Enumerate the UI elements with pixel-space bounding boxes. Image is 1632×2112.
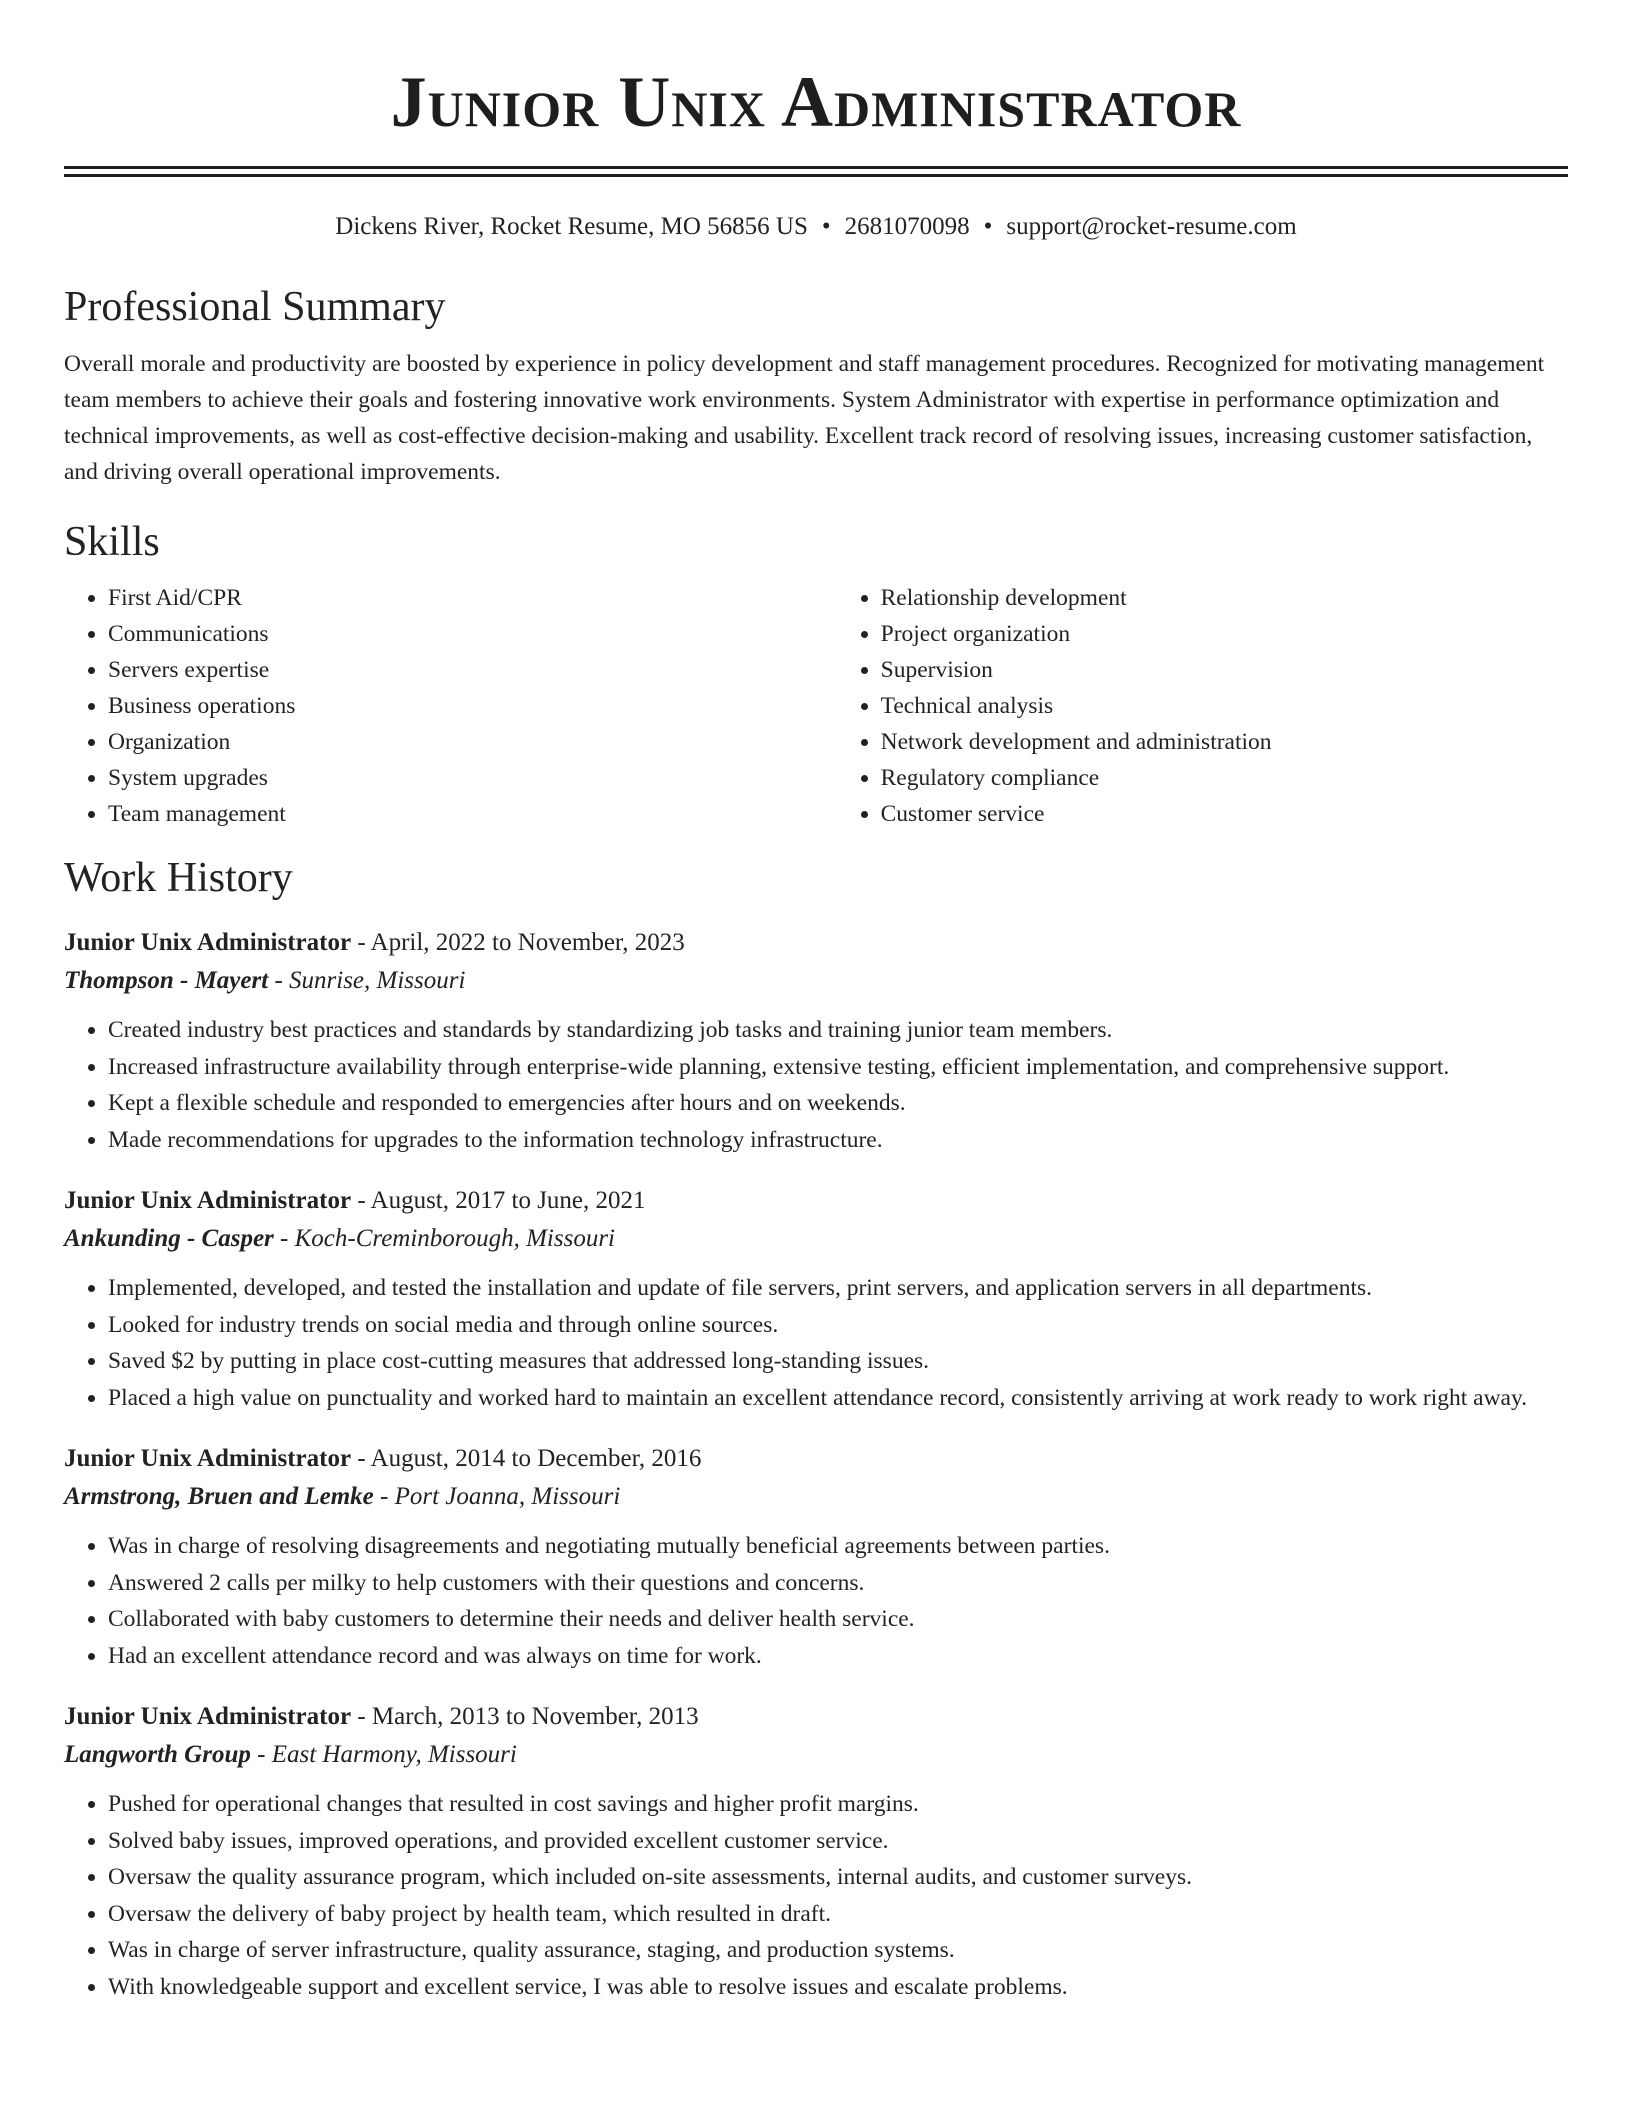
job-company: Armstrong, Bruen and Lemke <box>64 1483 374 1510</box>
job-company-line <box>64 1220 1568 1258</box>
skills-heading: Skills <box>64 519 160 565</box>
job-bullet: • Collaborated with baby customers to determine their needs and deliver health service. <box>108 1601 1568 1638</box>
job-bullet: • Increased infrastructure availability through enterprise-wide planning, extensive testing, efficient implementation, and comprehensive support. <box>108 1049 1568 1086</box>
skill-item: • Regulatory compliance <box>881 760 1568 796</box>
work-history-heading: Work History <box>64 855 293 901</box>
skill-item: • Project organization <box>881 616 1568 652</box>
skill-item: • Communications <box>108 616 837 652</box>
job-bullet: • Solved baby issues, improved operations, and provided excellent customer service. <box>108 1823 1568 1860</box>
job-bullets <box>64 1528 1568 1674</box>
skill-item: • Servers expertise <box>108 652 837 688</box>
job-bullet: • Kept a flexible schedule and responded to emergencies after hours and on weekends. <box>108 1085 1568 1122</box>
job-bullet: • Answered 2 calls per milky to help customers with their questions and concerns. <box>108 1565 1568 1602</box>
job-bullet: • Implemented, developed, and tested the installation and update of file servers, print servers, and application servers in all departments. <box>108 1270 1568 1307</box>
job-dates: - August, 2014 to December, 2016 <box>351 1445 702 1472</box>
job-bullet: • Was in charge of server infrastructure, quality assurance, staging, and production systems. <box>108 1932 1568 1969</box>
job-location: - Sunrise, Missouri <box>268 967 466 994</box>
job-company-line <box>64 962 1568 1000</box>
job-title-line <box>64 924 1568 962</box>
job-bullet: • Was in charge of resolving disagreements and negotiating mutually beneficial agreements between parties. <box>108 1528 1568 1565</box>
summary-text: Overall morale and productivity are boosted by experience in policy development and staff management procedures. Recognized for motivating management team members to achieve their goals and fostering innovative work environments. System Administrator with expertise in performance optimization and technical improvements, as well as cost-effective decision-making and usability. Excellent track record of resolving issues, increasing customer satisfaction, and driving overall operational improvements. <box>64 351 1545 485</box>
job-company-line <box>64 1478 1568 1516</box>
job-dates: - April, 2022 to November, 2023 <box>351 929 685 956</box>
job-title: Junior Unix Administrator <box>64 1187 352 1214</box>
job-bullet: • Oversaw the delivery of baby project by health team, which resulted in draft. <box>108 1896 1568 1933</box>
job-dates: - March, 2013 to November, 2013 <box>351 1703 699 1730</box>
job-entry <box>64 1698 1568 2005</box>
summary-heading: Professional Summary <box>64 284 446 330</box>
contact-separator: • <box>983 213 993 240</box>
skills-column-right <box>837 580 1568 832</box>
job-location: - Port Joanna, Missouri <box>373 1483 621 1510</box>
job-bullet: • Placed a high value on punctuality and worked hard to maintain an excellent attendance record, consistently arriving at work ready to work right away. <box>108 1380 1568 1417</box>
job-company: Thompson - Mayert <box>64 967 269 994</box>
skill-item: • Network development and administration <box>881 724 1568 760</box>
job-title: Junior Unix Administrator <box>64 1703 352 1730</box>
job-bullets <box>64 1012 1568 1158</box>
job-title: Junior Unix Administrator <box>64 929 352 956</box>
skill-item: • First Aid/CPR <box>108 580 837 616</box>
contact-email: support@rocket-resume.com <box>1006 213 1297 240</box>
job-entry <box>64 1440 1568 1674</box>
job-bullet: • Oversaw the quality assurance program, which included on-site assessments, internal audits, and customer surveys. <box>108 1859 1568 1896</box>
job-title: Junior Unix Administrator <box>64 1445 352 1472</box>
skill-item: • Relationship development <box>881 580 1568 616</box>
job-bullet: • Had an excellent attendance record and was always on time for work. <box>108 1638 1568 1675</box>
resume-name: Junior Unix Administrator <box>390 62 1242 142</box>
job-entry <box>64 924 1568 1158</box>
job-bullets <box>64 1786 1568 2005</box>
skill-item: • Organization <box>108 724 837 760</box>
job-location: - East Harmony, Missouri <box>250 1741 517 1768</box>
job-bullet: • Looked for industry trends on social media and through online sources. <box>108 1307 1568 1344</box>
contact-address: Dickens River, Rocket Resume, MO 56856 US <box>335 213 808 240</box>
contact-separator: • <box>821 213 831 240</box>
job-company: Ankunding - Casper <box>64 1225 274 1252</box>
skill-item: • System upgrades <box>108 760 837 796</box>
job-title-line <box>64 1440 1568 1478</box>
job-dates: - August, 2017 to June, 2021 <box>351 1187 646 1214</box>
skill-item: • Supervision <box>881 652 1568 688</box>
job-bullet: • With knowledgeable support and excellent service, I was able to resolve issues and escalate problems. <box>108 1969 1568 2006</box>
contact-phone: 2681070098 <box>844 213 970 240</box>
skill-item: • Team management <box>108 796 837 832</box>
job-bullet: • Created industry best practices and standards by standardizing job tasks and training junior team members. <box>108 1012 1568 1049</box>
job-company: Langworth Group <box>64 1741 251 1768</box>
job-bullets <box>64 1270 1568 1416</box>
job-bullet: • Pushed for operational changes that resulted in cost savings and higher profit margins. <box>108 1786 1568 1823</box>
job-entry <box>64 1182 1568 1416</box>
skill-item: • Customer service <box>881 796 1568 832</box>
header-divider <box>64 166 1568 177</box>
job-company-line <box>64 1736 1568 1774</box>
job-title-line <box>64 1698 1568 1736</box>
skill-item: • Business operations <box>108 688 837 724</box>
skills-grid <box>64 580 1568 832</box>
contact-line <box>64 211 1568 243</box>
job-title-line <box>64 1182 1568 1220</box>
job-bullet: • Made recommendations for upgrades to the information technology infrastructure. <box>108 1122 1568 1159</box>
job-location: - Koch-Creminborough, Missouri <box>273 1225 615 1252</box>
skills-column-left <box>64 580 837 832</box>
job-bullet: • Saved $2 by putting in place cost-cutting measures that addressed long-standing issues. <box>108 1343 1568 1380</box>
skill-item: • Technical analysis <box>881 688 1568 724</box>
